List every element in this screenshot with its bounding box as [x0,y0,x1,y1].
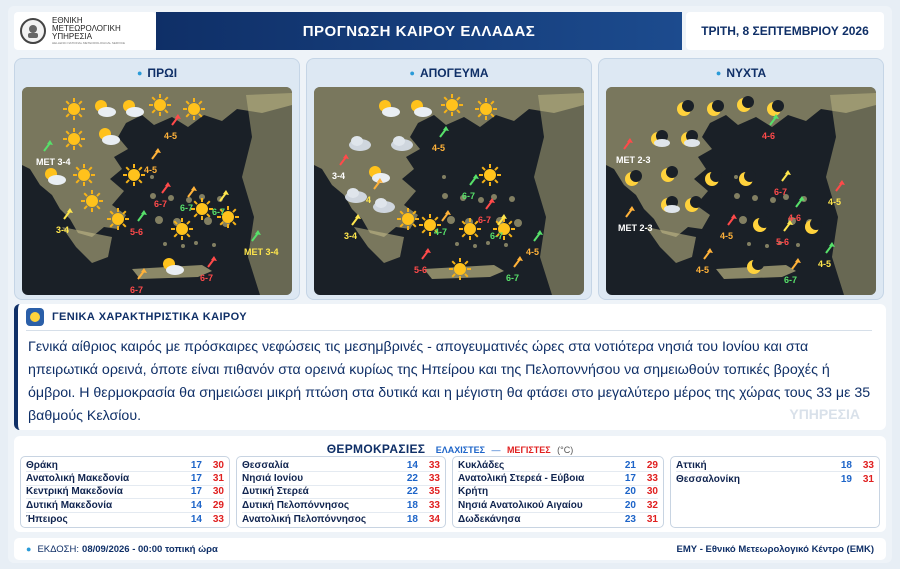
sun-icon [479,164,501,186]
wind-label: 6-7 [212,207,226,217]
forecast-date: ΤΡΙΤΗ, 8 ΣΕΠΤΕΜΒΡΙΟΥ 2026 [701,24,869,38]
wind-label: 3-4 [344,231,358,241]
peloponnese-shape [62,227,112,263]
sun-icon [26,308,44,326]
wind-arrow-icon [514,256,523,267]
temp-max: 31 [212,473,224,485]
wind-arrow-icon [138,210,147,221]
island-shape [509,196,515,202]
panel-afternoon [306,58,592,300]
island-shape [734,175,738,179]
temp-min: 18 [406,513,418,525]
island-shape [486,241,490,245]
temp-max: 33 [428,473,440,485]
temp-min: 18 [406,499,418,511]
temps-column [20,456,230,528]
temps-row [242,513,440,526]
legend-max: ΜΕΓΙΣΤΕΣ [506,445,551,455]
temp-max: 33 [428,499,440,511]
wind-label: 3-4 [332,171,346,181]
dot-icon: ● [715,68,722,78]
temps-row [676,459,874,472]
region-name: Θράκη [26,459,58,471]
wind-arrow-icon [704,248,713,259]
issue-label: ΕΚΔΟΣΗ: [37,543,80,555]
temps-column [452,456,664,528]
region-name: Δωδεκάνησα [458,513,521,525]
wind-arrow-icon [728,214,737,225]
island-shape [204,217,212,225]
wind-label: 4-5 [696,265,710,275]
wind-label: 4-5 [720,231,734,241]
sun-icon [81,190,103,212]
wind-label: 6-7 [490,231,504,241]
temp-max: 30 [646,486,658,498]
peloponnese-shape [354,227,404,263]
wind-arrow-icon [188,186,197,197]
island-shape [770,197,776,203]
wind-label: 4 [366,195,372,205]
turkey-shape [242,93,292,295]
temp-max: 29 [212,499,224,511]
legend-separator: — [491,445,501,455]
sun-icon [107,208,129,230]
temp-min: 17 [190,486,202,498]
island-shape [163,242,167,246]
temps-row [26,459,224,472]
date-box [686,12,884,50]
temps-row [242,472,440,485]
wind-label: 4-6 [762,131,776,141]
temp-min: 22 [406,486,418,498]
footer [14,538,886,560]
temp-max: 32 [646,499,658,511]
temps-row [26,486,224,499]
panel-title: ΠΡΩΙ [147,66,178,80]
sun-icon [441,94,463,116]
temps-row [676,472,874,485]
title-bar [156,12,682,50]
island-shape [739,216,747,224]
temp-max: 33 [212,513,224,525]
sun-icon [171,218,193,240]
region-name: Αττική [676,459,707,471]
region-name: Δυτική Μακεδονία [26,499,113,511]
wind-label: ΜΕΤ 3-4 [36,157,71,167]
temps-column [670,456,880,528]
panel-morning [14,58,300,300]
temp-max: 33 [428,459,440,471]
island-shape [504,243,508,247]
temps-row [458,499,658,512]
wind-label: 6-7 [774,187,788,197]
region-name: Κυκλάδες [458,459,505,471]
temp-min: 21 [624,459,636,471]
moon-icon [753,216,770,232]
panel-night [598,58,884,300]
island-shape [212,243,216,247]
temp-max: 34 [428,513,440,525]
wind-label: 5-6 [776,237,790,247]
general-heading: ΓΕΝΙΚΑ ΧΑΡΑΚΤΗΡΙΣΤΙΚΑ ΚΑΙΡΟΥ [52,311,248,323]
island-shape [194,241,198,245]
turkey-shape [826,93,876,295]
temp-max: 30 [212,459,224,471]
wind-label: 4-5 [432,143,446,153]
wind-label: 6-7 [506,273,520,283]
region-name: Νησιά Ανατολικού Αιγαίου [458,499,583,511]
temp-max: 30 [212,486,224,498]
general-text: Γενικά αίθριος καιρός με πρόσκαιρες νεφώσεις τις μεσημβρινές - απογευματινές ώρες στα νοτιότερα νησιά του Ιονίου και στα ηπειρωτικά ορεινά, όποτε είναι πιθανόν στα ορεινά κυρίως της Ηπείρου και της Πελοποννήσου να σημειωθούν τοπικές βροχές ή όμβροι. Η θερμοκρασία θα σημειώσει μικρή πτώση στα δυτικά και η μέγιστη θα φτάσει στο μεγαλύτερο μέρος της χώρας τους 33 με 35 βαθμούς Κελσίου. [28,339,871,424]
temp-max: 33 [862,459,874,471]
island-shape [150,175,154,179]
temps-row [458,486,658,499]
island-shape [473,244,477,248]
temps-row [458,459,658,472]
wind-label: 5-6 [414,265,428,275]
island-shape [181,244,185,248]
map-night [606,87,876,295]
region-name: Ανατολική Στερεά - Εύβοια [458,473,585,485]
issue-value: 08/09/2026 - 00:00 τοπική ώρα [82,543,218,555]
island-shape [447,216,455,224]
wind-label: 3-4 [56,225,70,235]
wind-label: 5-6 [130,227,144,237]
logo-emblem-icon [20,18,46,44]
wind-label: 4-6 [788,213,802,223]
wind-label: ΜΕΤ 3-4 [244,247,279,257]
wind-arrow-icon [440,126,449,137]
source: ΕΜΥ - Εθνικό Μετεωρολογικό Κέντρο (ΕΜΚ) [676,543,874,555]
logo-line-2: ΜΕΤΕΩΡΟΛΟΓΙΚΗ [52,24,121,33]
wind-label: 6-7 [154,199,168,209]
region-name: Κεντρική Μακεδονία [26,486,123,498]
wind-label: 6-7 [130,285,144,295]
sun-icon [123,164,145,186]
dot-icon: ● [409,68,415,78]
island-shape [442,193,448,199]
island-shape [442,175,446,179]
island-shape [455,242,459,246]
temp-max: 35 [428,486,440,498]
wind-label: 4-5 [526,247,540,257]
temp-min: 17 [190,473,202,485]
temperatures-section [14,436,886,532]
wind-label: 4-5 [828,197,842,207]
logo-line-1: ΕΘΝΙΚΗ [52,16,83,25]
temp-max: 31 [646,513,658,525]
temp-min: 23 [624,513,636,525]
map-afternoon [314,87,584,295]
watermark: ΥΠΗΡΕΣΙΑ [789,406,860,422]
legend-min: ΕΛΑΧΙΣΤΕΣ [435,445,486,455]
temps-row [26,499,224,512]
island-shape [168,195,174,201]
sun-icon [475,98,497,120]
sun-icon [449,258,471,280]
temps-row [458,472,658,485]
temp-min: 14 [190,513,202,525]
island-shape [155,216,163,224]
wind-label: 4-5 [144,165,158,175]
region-name: Θεσσαλία [242,459,289,471]
wind-arrow-icon [626,206,635,217]
temps-row [458,513,658,526]
panel-title: ΝΥΧΤΑ [726,66,767,80]
region-name: Δυτική Πελοπόννησος [242,499,350,511]
island-shape [478,197,484,203]
moon-icon [739,170,756,186]
region-name: Κρήτη [458,486,489,498]
temp-min: 20 [624,486,636,498]
divider [26,330,872,331]
temp-min: 17 [190,459,202,471]
island-shape [734,193,740,199]
page-title: ΠΡΟΓΝΩΣΗ ΚΑΙΡΟΥ ΕΛΛΑΔΑΣ [302,22,536,40]
temp-max: 31 [862,473,874,485]
wind-arrow-icon [208,256,217,267]
island-shape [514,219,522,227]
general-forecast [14,304,886,430]
panel-title: ΑΠΟΓΕΥΜΑ [419,66,489,80]
temps-row [26,513,224,526]
wind-label: 4-5 [164,131,178,141]
sun-icon [183,98,205,120]
wind-label: 4-5 [818,259,832,269]
turkey-shape [534,93,584,295]
peloponnese-shape [646,227,696,263]
wind-label: 6-7 [180,203,194,213]
map-morning [22,87,292,295]
island-shape [752,195,758,201]
wind-label: ΜΕΤ 2-3 [616,155,651,165]
sun-icon [63,128,85,150]
wind-arrow-icon [470,174,479,185]
wind-label: 6-7 [200,273,214,283]
sun-icon [149,94,171,116]
temps-row [26,472,224,485]
wind-arrow-icon [220,190,229,201]
temp-min: 14 [406,459,418,471]
dot-icon: ● [26,544,32,554]
temps-column [236,456,446,528]
wind-arrow-icon [152,148,161,159]
temp-min: 17 [624,473,636,485]
hnms-logo [14,12,156,50]
temp-min: 20 [624,499,636,511]
sun-icon [397,208,419,230]
temp-min: 22 [406,473,418,485]
region-name: Νησιά Ιονίου [242,473,304,485]
region-name: Ανατολική Πελοπόννησος [242,513,367,525]
wind-arrow-icon [162,182,171,193]
temps-row [242,499,440,512]
wind-label: 6-7 [478,215,492,225]
logo-line-4: HELLENIC NATIONAL METEOROLOGICAL SERVICE [52,41,126,45]
temp-max: 33 [646,473,658,485]
temps-row [242,459,440,472]
island-shape [796,243,800,247]
temp-min: 19 [840,473,852,485]
region-name: Ήπειρος [26,513,68,525]
moon-icon [705,170,722,186]
sun-icon [73,164,95,186]
temp-max: 29 [646,459,658,471]
temp-min: 14 [190,499,202,511]
temps-title: ΘΕΡΜΟΚΡΑΣΙΕΣ [326,442,426,456]
wind-label: 6-7 [784,275,798,285]
dot-icon: ● [136,68,143,78]
wind-arrow-icon [534,230,543,241]
wind-label: ΜΕΤ 2-3 [618,223,653,233]
wind-arrow-icon [782,170,791,181]
region-name: Ανατολική Μακεδονία [26,473,130,485]
temps-row [242,486,440,499]
wind-arrow-icon [792,258,801,269]
logo-line-3: ΥΠΗΡΕΣΙΑ [52,32,93,41]
region-name: Δυτική Στερεά [242,486,309,498]
legend-unit: (°C) [557,445,574,455]
island-shape [747,242,751,246]
sun-icon [191,198,213,220]
wind-label: 4-7 [434,227,448,237]
temp-min: 18 [840,459,852,471]
sun-icon [63,98,85,120]
wind-label: 6-7 [462,191,476,201]
island-shape [765,244,769,248]
region-name: Θεσσαλονίκη [676,473,740,485]
wind-arrow-icon [422,248,431,259]
